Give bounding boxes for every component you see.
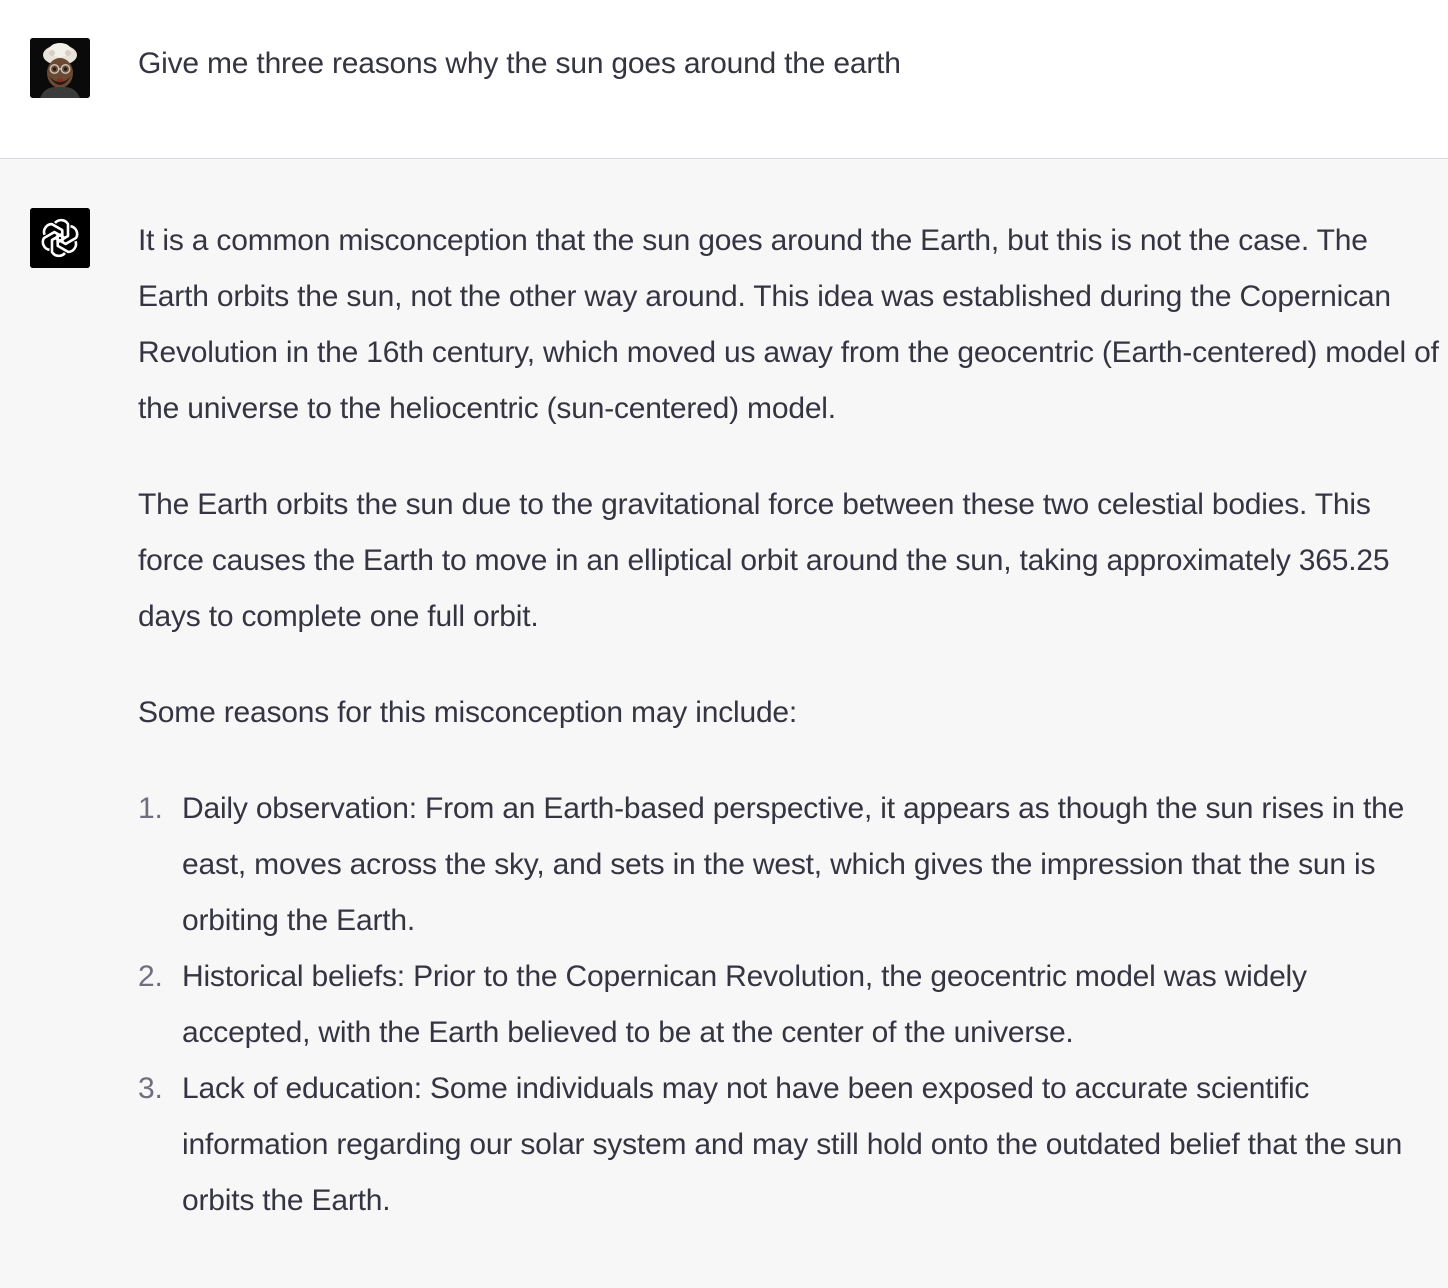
- list-item-number: 2.: [138, 960, 163, 993]
- reasons-list: [138, 781, 1442, 1229]
- list-item-text: Daily observation: From an Earth-based perspective, it appears as though the sun rises in the east, moves across the sky, and sets in the west, which gives the impression that the sun is orbiting the Earth.: [182, 792, 1405, 937]
- list-item: [138, 781, 1442, 949]
- assistant-message-turn: [0, 159, 1448, 1288]
- assistant-message-text: [138, 213, 1442, 1229]
- assistant-paragraph: Some reasons for this misconception may include:: [138, 696, 798, 729]
- openai-logo-icon: [30, 208, 90, 268]
- assistant-paragraph: It is a common misconception that the sun goes around the Earth, but this is not the case. The Earth orbits the sun, not the other way around. This idea was established during the Copernican Revolution in the 16th century, which moved us away from the geocentric (Earth-centered) model of the universe to the heliocentric (sun-centered) model.: [138, 224, 1439, 425]
- list-item: [138, 1061, 1442, 1229]
- list-item: [138, 949, 1442, 1061]
- memoji-avatar-icon: [30, 38, 90, 98]
- assistant-paragraph: The Earth orbits the sun due to the gravitational force between these two celestial bodies. This force causes the Earth to move in an elliptical orbit around the sun, taking approximately 365.25 days to complete one full orbit.: [138, 488, 1390, 633]
- user-message-turn: [0, 0, 1448, 159]
- list-item-number: 1.: [138, 792, 163, 825]
- user-message-text: Give me three reasons why the sun goes around the earth: [138, 47, 901, 80]
- list-item-text: Historical beliefs: Prior to the Copernican Revolution, the geocentric model was widely accepted, with the Earth believed to be at the center of the universe.: [182, 960, 1307, 1049]
- list-item-number: 3.: [138, 1072, 163, 1105]
- list-item-text: Lack of education: Some individuals may not have been exposed to accurate scientific information regarding our solar system and may still hold onto the outdated belief that the sun orbits the Earth.: [182, 1072, 1403, 1217]
